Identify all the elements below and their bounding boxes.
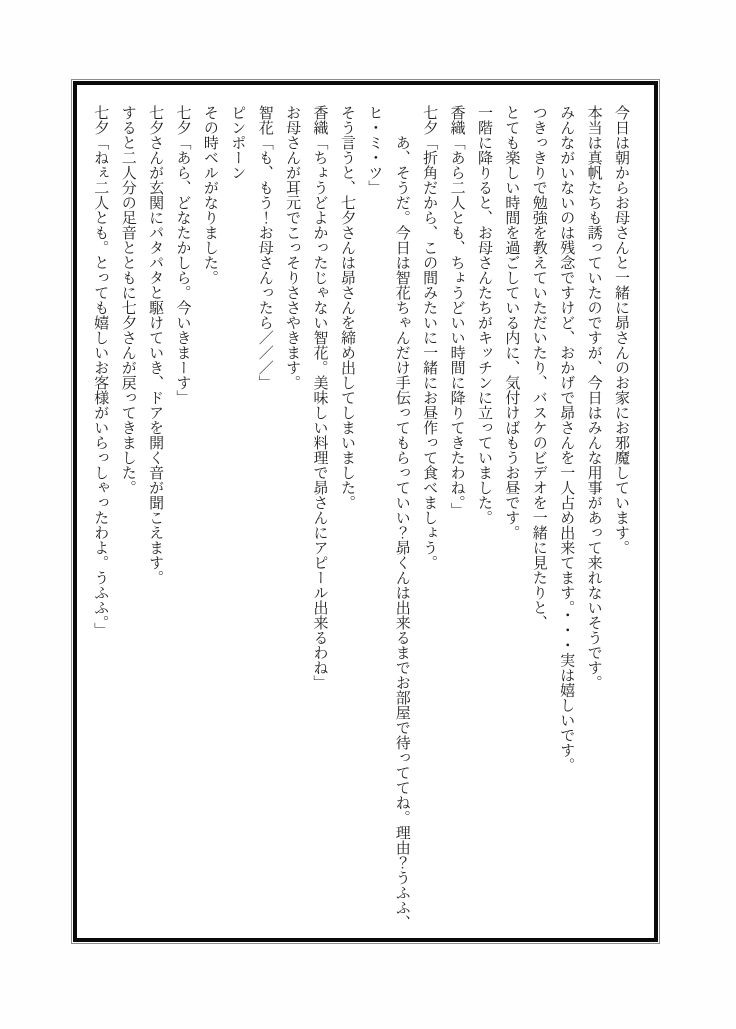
paragraph: 香織「あら二人とも、ちょうどいい時間に降りてきたわね。」 <box>448 105 467 518</box>
paragraph: そう言うと、七夕さんは昴さんを締め出してしまいました。 <box>338 105 357 510</box>
paragraph: 本当は真帆たちも誘っていたのですが、今日はみんな用事があって来れないそうです。 <box>585 105 604 690</box>
paragraph: 香織「ちょうどよかったじゃない智花。美味しい料理で昴さんにアピール出来るわね」 <box>311 105 330 690</box>
paragraph: 一階に降りると、お母さんたちがキッチンに立っていました。 <box>475 105 494 525</box>
paragraph: 七夕さんが玄関にパタパタと駆けていき、ドアを開く音が聞こえます。 <box>147 105 166 585</box>
paragraph: とても楽しい時間を過ごしている内に、気付けばもうお昼です。 <box>503 105 522 540</box>
paragraph: すると二人分の足音とともに七夕さんが戻ってきました。 <box>119 105 138 495</box>
paragraph: 七夕「折角だから、この間みたいに一緒にお昼作って食べましょう。 <box>421 105 440 570</box>
paragraph: お母さんが耳元でこっそりささやきます。 <box>284 105 303 390</box>
paragraph: みんながいないのは残念ですけど、おかげで昴さんを一人占め出来てます。・・・実は嬉しいです。 <box>558 105 577 773</box>
paragraph: 今日は朝からお母さんと一緒に昴さんのお家にお邪魔しています。 <box>613 105 631 555</box>
paragraph: 七夕「ねぇ二人とも。とっても嬉しいお客様がいらっしゃったわよ。うふふ。」 <box>92 105 111 638</box>
paragraph: ピンポーン <box>229 105 248 180</box>
vertical-text-block <box>91 105 635 930</box>
page-frame <box>73 81 658 942</box>
paragraph: その時ベルがなりました。 <box>201 105 220 285</box>
paragraph: あ、そうだ。今日は智花ちゃんだけ手伝ってもらっていい？昴くんは出来るまでお部屋で待っててね。理由？うふふ、ヒ・ミ・ツ」 <box>366 105 412 930</box>
paragraph: 七夕「あら、どなたかしら。今いきまーす」 <box>174 105 193 405</box>
paragraph: 智花「も、もう！お母さんったら／／／」 <box>256 105 275 390</box>
paragraph: つきっきりで勉強を教えていただいたり、バスケのビデオを一緒に見たりと、 <box>530 105 549 630</box>
